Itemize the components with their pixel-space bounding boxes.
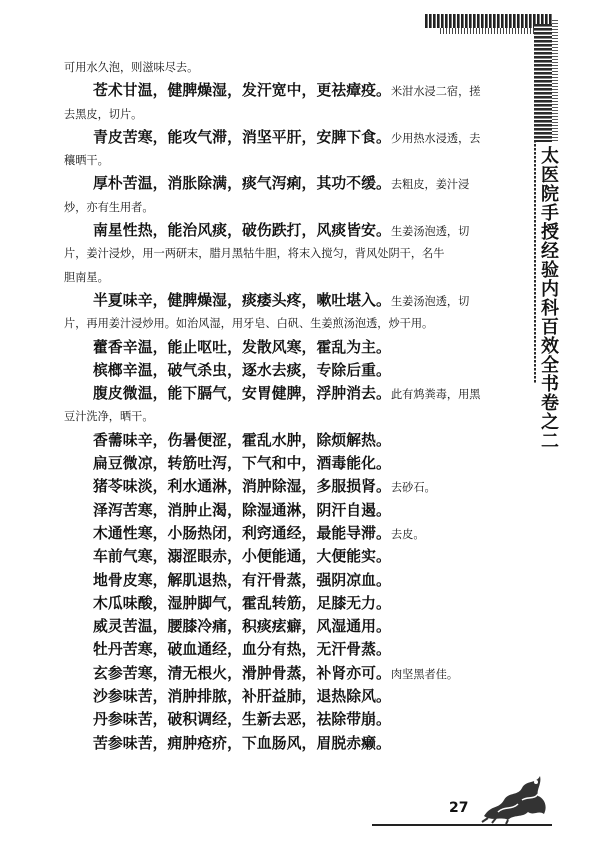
text-line	[64, 569, 524, 592]
page-number: 27	[449, 800, 469, 816]
text-line	[64, 336, 524, 359]
text-line	[64, 499, 524, 522]
verse-text: 香薷味辛，伤暑便涩，霍乱水肿，除烦解热。	[93, 431, 391, 449]
text-line	[64, 405, 524, 428]
verse-text: 丹参味苦，破积调经，生新去恶，祛除带崩。	[93, 711, 391, 729]
annotation-text: 生姜汤泡透，切	[390, 225, 470, 239]
text-line	[64, 638, 524, 661]
text-line	[64, 592, 524, 615]
verse-text: 藿香辛温，能止呕吐，发散风寒，霍乱为主。	[93, 338, 391, 356]
annotation-text: 片，姜汁浸炒，用一两研末，腊月黑牯牛胆，将末入搅匀，背风处阴干，名牛	[64, 247, 445, 261]
text-line	[64, 196, 524, 219]
annotation-text: 穰晒干。	[64, 154, 109, 168]
annotation-text: 豆汁洗净，晒干。	[64, 410, 154, 424]
verse-text: 沙参味苦，消肿排脓，补肝益肺，退热除风。	[93, 688, 391, 706]
annotation-text: 去皮。	[390, 527, 425, 541]
verse-text: 木通性寒，小肠热闭，利窍通经，最能导滞。	[93, 524, 391, 542]
text-line	[64, 149, 524, 172]
annotation-text: 胆南星。	[64, 270, 109, 284]
verse-text: 玄参苦寒，清无根火，滑肿骨蒸，补肾亦可。	[93, 664, 391, 682]
text-line	[64, 429, 524, 452]
annotation-text: 可用水久泡，则滋味尽去。	[64, 61, 199, 74]
verse-text: 槟榔辛温，破气杀虫，逐水去痰，专除后重。	[93, 361, 391, 379]
text-line	[64, 662, 524, 685]
annotation-text: 生姜汤泡透，切	[390, 294, 470, 308]
verse-text: 泽泻苦寒，消肿止渴，除湿通淋，阴汗自遏。	[93, 501, 391, 519]
text-line	[64, 79, 524, 102]
text-line	[64, 359, 524, 382]
text-line	[64, 522, 524, 545]
verse-text: 青皮苦寒，能攻气滞，消坚平肝，安脾下食。	[93, 128, 391, 146]
annotation-text: 少用热水浸透，去	[390, 131, 481, 145]
verse-text: 腹皮微温，能下膈气，安胃健脾，浮肿消去。	[93, 385, 391, 403]
annotation-text: 去黑皮，切片。	[64, 107, 143, 121]
text-line	[64, 266, 524, 289]
text-line	[64, 312, 524, 335]
running-title: 太医院手授经验内科百效全书卷之二	[536, 142, 558, 454]
text-line	[64, 56, 524, 79]
text-line	[64, 475, 524, 498]
verse-text: 厚朴苦温，消胀除满，痰气泻痢，其功不缓。	[93, 175, 391, 193]
annotation-text: 炒，亦有生用者。	[64, 200, 154, 214]
text-line	[64, 172, 524, 195]
verse-text: 南星性热，能治风痰，破伤跌打，风痰皆安。	[93, 222, 391, 240]
text-line	[64, 382, 524, 405]
annotation-text: 去粗皮，姜汁浸	[390, 178, 470, 192]
text-line	[64, 289, 524, 312]
annotation-text: 此有鸩粪毒，用黑	[390, 388, 481, 402]
verse-text: 猪苓味淡，利水通淋，消肿除湿，多服损肾。	[93, 478, 391, 496]
dragon-ornament-icon	[478, 766, 552, 824]
text-line	[64, 219, 524, 242]
text-line	[64, 242, 524, 265]
verse-text: 扁豆微凉，转筋吐泻，下气和中，酒毒能化。	[93, 455, 391, 473]
verse-text: 牡丹苦寒，破血通经，血分有热，无汗骨蒸。	[93, 641, 391, 659]
verse-text: 木瓜味酸，湿肿脚气，霍乱转筋，足膝无力。	[93, 594, 391, 612]
text-line	[64, 126, 524, 149]
text-line	[64, 545, 524, 568]
verse-text: 苦参味苦，痈肿疮疥，下血肠风，眉脱赤癞。	[93, 734, 391, 752]
annotation-text: 米泔水浸二宿，搓	[390, 85, 481, 99]
verse-text: 车前气寒，溺涩眼赤，小便能通，大便能实。	[93, 548, 391, 566]
footer-rule	[372, 824, 552, 826]
annotation-text: 肉坚黑者佳。	[390, 667, 459, 681]
text-line	[64, 615, 524, 638]
text-line	[64, 685, 524, 708]
text-line	[64, 452, 524, 475]
text-line	[64, 708, 524, 731]
annotation-text: 片，再用姜汁浸炒用。如治风湿，用牙皂、白矾、生姜煎汤泡透，炒干用。	[64, 317, 434, 331]
annotation-text: 去砂石。	[390, 481, 436, 495]
verse-text: 苍术甘温，健脾燥湿，发汗宽中，更祛瘴疫。	[93, 82, 391, 100]
page-body	[64, 56, 524, 755]
verse-text: 地骨皮寒，解肌退热，有汗骨蒸，强阴凉血。	[93, 571, 391, 589]
verse-text: 半夏味辛，健脾燥湿，痰痿头疼，嗽吐堪入。	[93, 291, 391, 309]
text-line	[64, 103, 524, 126]
text-line	[64, 732, 524, 755]
verse-text: 威灵苦温，腰膝冷痛，积痰痃癖，风湿通用。	[93, 618, 391, 636]
